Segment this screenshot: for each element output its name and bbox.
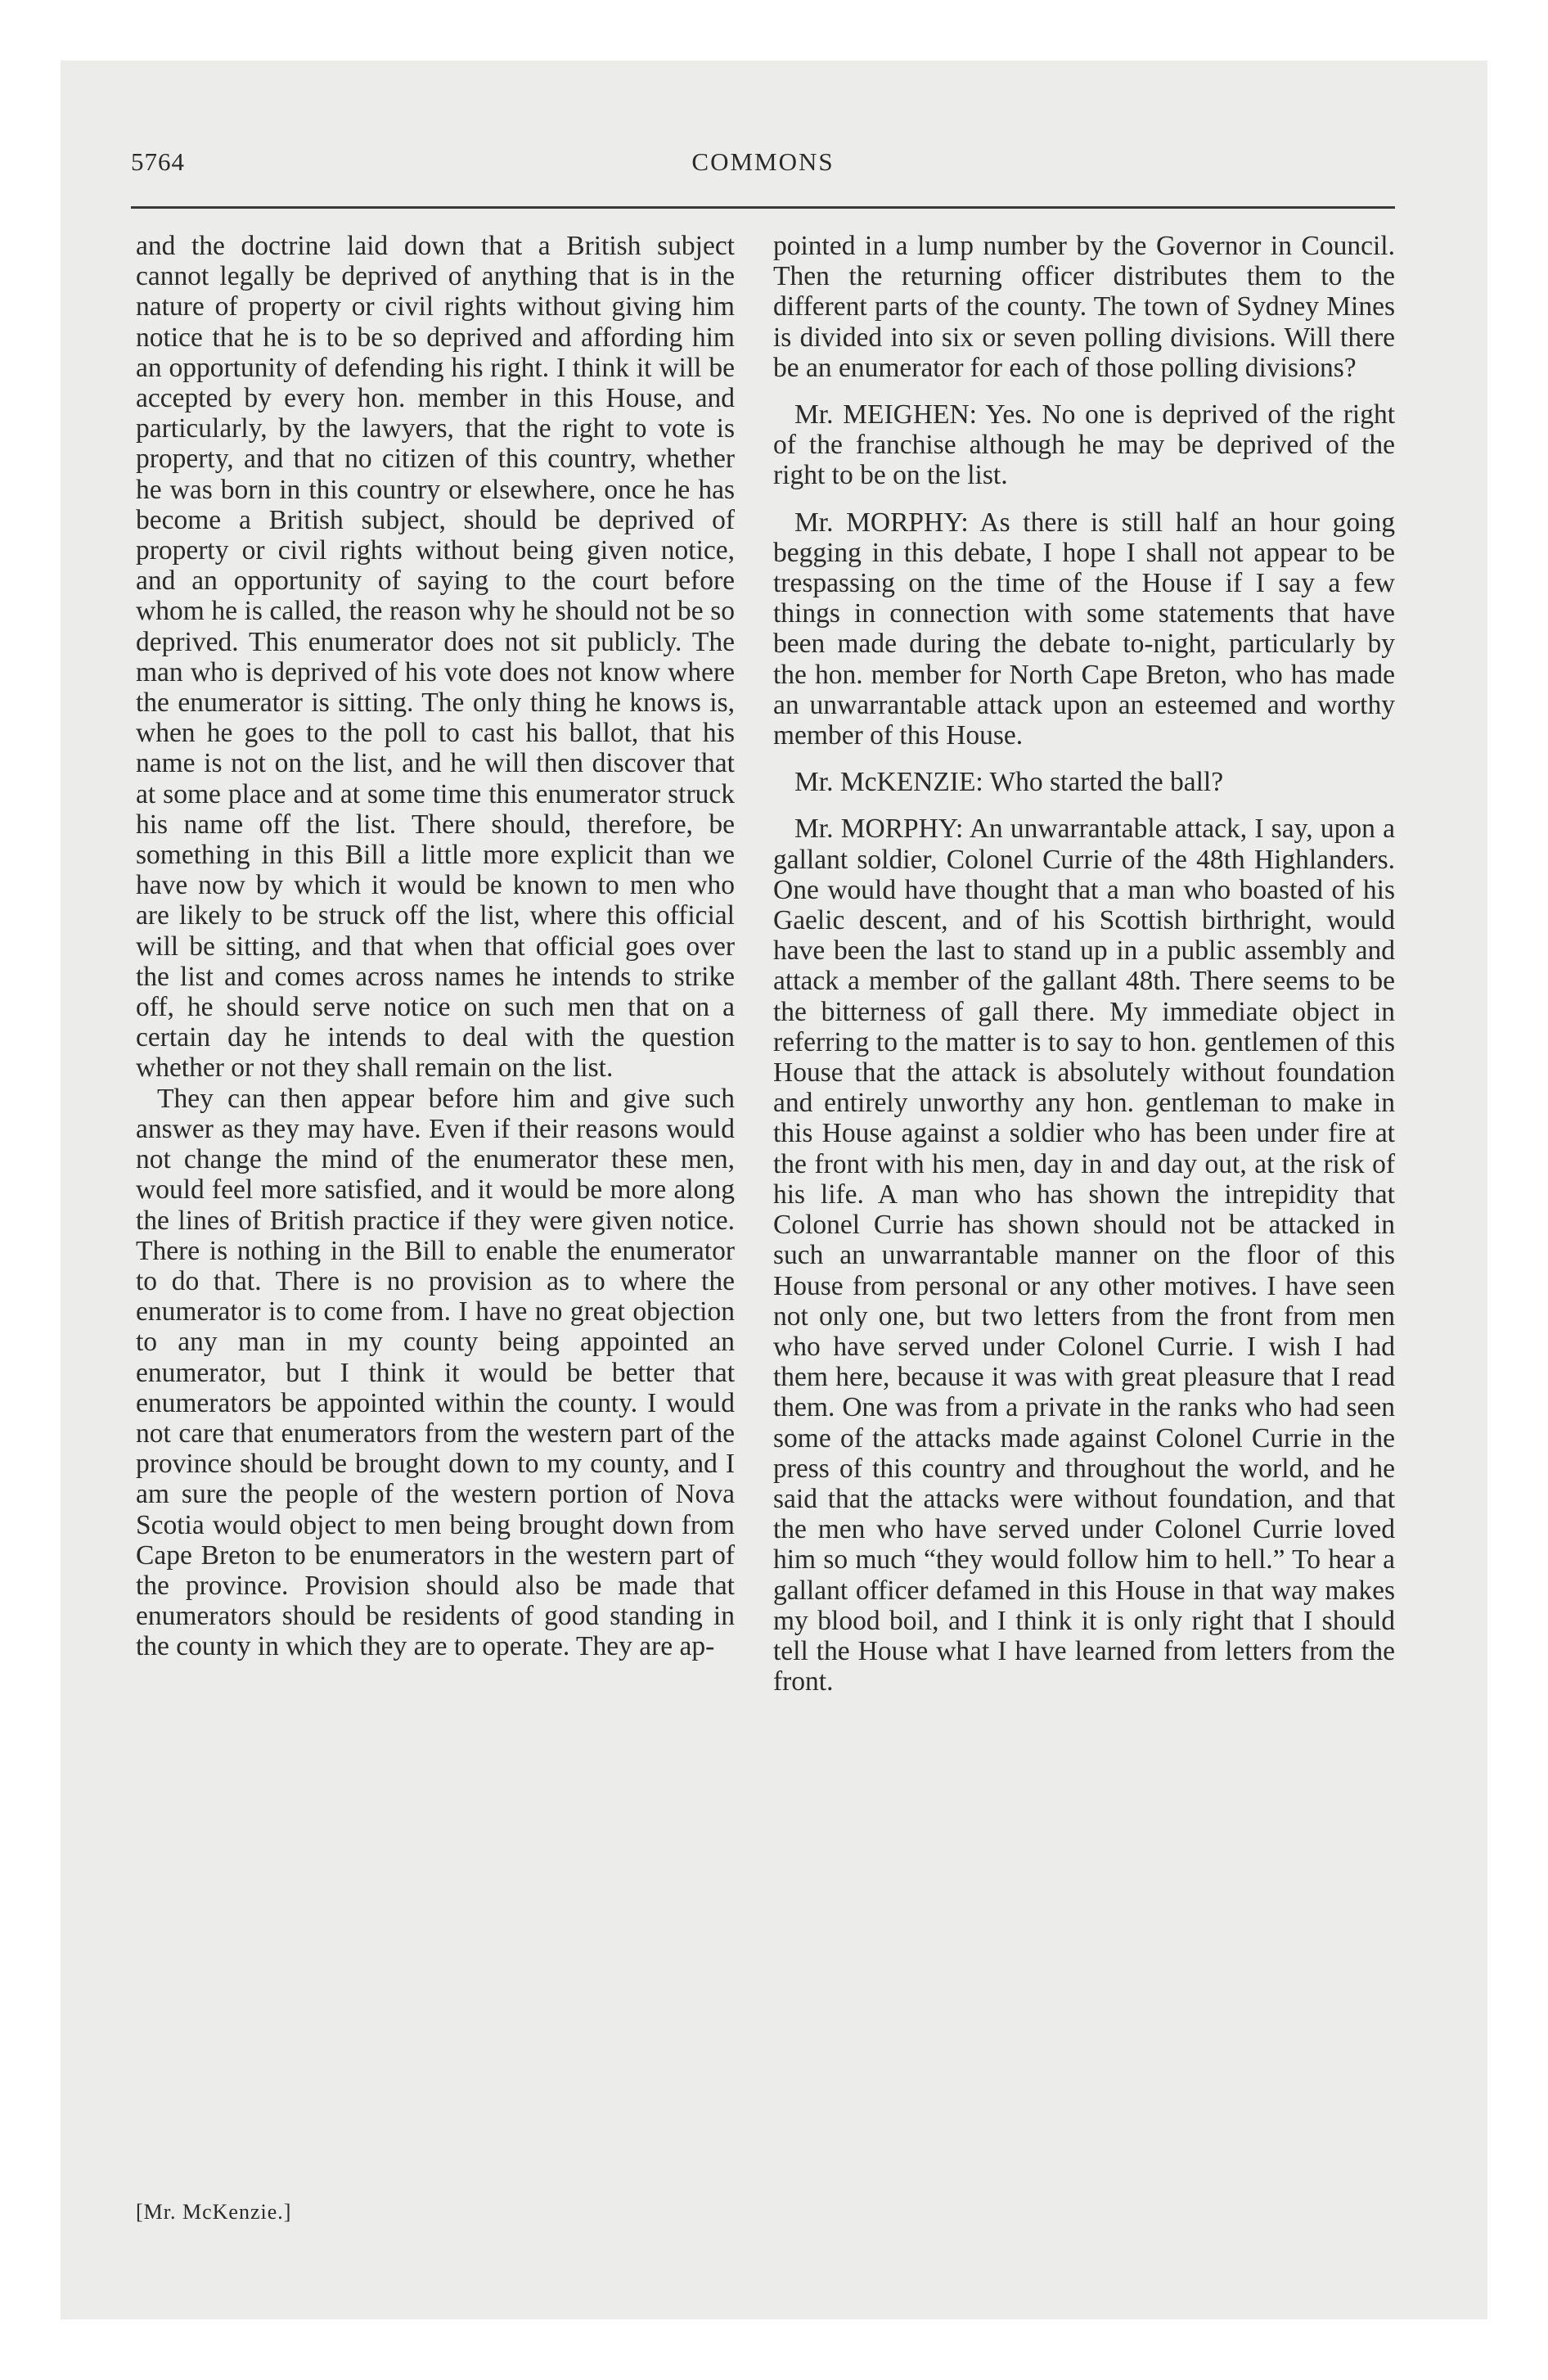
right-paragraph-3: Mr. MORPHY: As there is still half an hour going begging in this debate, I hope I shall not appear to be trespassing on the time of the House if I say a few things in connection with some statements that have been made during the debate to-night, particularly by the hon. member for North Cape Breton, who has made an unwarrantable attack upon an esteemed and worthy member of this House. [773,507,1395,751]
right-paragraph-5: Mr. MORPHY: An unwarrantable attack, I say, upon a gallant soldier, Colonel Currie of the 48th Highlanders. One would have thought that a man who boasted of his Gaelic descent, and of his Scottish birthright, would have been the last to stand up in a public assembly and attack a member of the gallant 48th. There seems to be the bitterness of gall there. My immediate object in referring to the matter is to say to hon. gentlemen of this House that the attack is absolutely without foundation and entirely unworthy any hon. gentleman to make in this House against a soldier who has been under fire at the front with his men, day in and day out, at the risk of his life. A man who has shown the intrepidity that Colonel Currie has shown should not be attacked in such an unwarrantable manner on the floor of this House from personal or any other motives. I have seen not only one, but two letters from the front from men who have served under Colonel Currie. I wish I had them here, because it was with great pleasure that I read them. One was from a private in the ranks who had seen some of the attacks made against Colonel Currie in the press of this country and throughout the world, and he said that the attacks were without foundation, and that the men who have served under Colonel Currie loved him so much “they would follow him to hell.” To hear a gallant officer defamed in this House in that way makes my blood boil, and I think it is only right that I should tell the House what I have learned from letters from the front. [773,814,1395,1697]
speaker-footnote: [Mr. McKenzie.] [136,2200,292,2224]
page-number: 5764 [131,147,185,176]
right-paragraph-4: Mr. McKENZIE: Who started the ball? [794,767,1224,798]
running-head: COMMONS [691,147,835,176]
right-paragraph-1: pointed in a lump number by the Governor in Council. Then the returning officer distributes them to the different parts of the county. The town of Sydney Mines is divided into six or seven polling divisions. Will there be an enumerator for each of those polling divisions? [773,231,1395,383]
header-rule [131,206,1395,209]
left-paragraph-2: They can then appear before him and give such answer as they may have. Even if their reasons would not change the mind of the enumerator these men, would feel more satisfied, and it would be more along the lines of British practice if they were given notice. There is nothing in the Bill to enable the enumerator to do that. There is no provision as to where the enumerator is to come from. I have no great objection to any man in my county being appointed an enumerator, but I think it would be better that enumerators be appointed within the county. I would not care that enumerators from the western part of the province should be brought down to my county, and I am sure the people of the western portion of Nova Scotia would object to men being brought down from Cape Breton to be enumerators in the western part of the province. Provision should also be made that enumerators should be residents of good standing in the county in which they are to operate. They are ap- [136,1083,735,1662]
right-column [773,231,1395,1697]
left-paragraph-1: and the doctrine laid down that a British subject cannot legally be deprived of anything that is in the nature of property or civil rights without giving him notice that he is to be so deprived and affording him an opportunity of defending his right. I think it will be accepted by every hon. member in this House, and particularly, by the lawyers, that the right to vote is property, and that no citizen of this country, whether he was born in this country or elsewhere, once he has become a British subject, should be deprived of property or civil rights without being given notice, and an opportunity of saying to the court before whom he is called, the reason why he should not be so deprived. This enumerator does not sit publicly. The man who is deprived of his vote does not know where the enumerator is sitting. The only thing he knows is, when he goes to the poll to cast his ballot, that his name is not on the list, and he will then discover that at some place and at some time this enumerator struck his name off the list. There should, therefore, be something in this Bill a little more explicit than we have now by which it would be known to men who are likely to be struck off the list, where this official will be sitting, and that when that official goes over the list and comes across names he intends to strike off, he should serve notice on such men that on a certain day he intends to deal with the question whether or not they shall remain on the list. [136,231,735,1084]
left-column [136,231,735,1662]
right-paragraph-2: Mr. MEIGHEN: Yes. No one is deprived of the right of the franchise although he may be deprived of the right to be on the list. [773,399,1395,491]
page-header [131,147,1395,188]
